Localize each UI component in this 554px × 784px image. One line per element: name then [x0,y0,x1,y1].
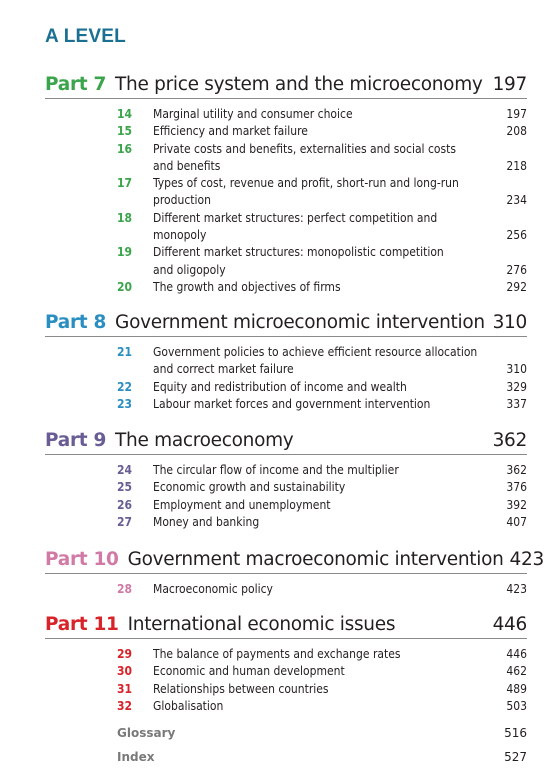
chapter-title: Economic and human development [153,664,345,679]
chapter-title: Different market structures: perfect competition and monopoly [153,210,438,243]
glossary-label: Glossary [117,726,176,740]
chapter-title: Marginal utility and consumer choice [153,107,353,121]
chapter-number: 24 [117,463,133,477]
chapter-number: 25 [117,480,133,495]
chapter-page: 337 [506,396,527,411]
chapter-number: 28 [117,582,133,596]
part-page: 423 [509,549,544,570]
chapter-row[interactable] [117,462,527,479]
chapter-list [45,462,527,531]
glossary-entry[interactable] [117,726,527,740]
chapter-number: 32 [117,698,133,713]
part-page: 446 [492,614,527,635]
chapter-page: 292 [506,279,527,294]
chapter-title: The growth and objectives of firms [153,279,341,294]
part-heading[interactable] [45,614,527,639]
chapter-page: 462 [506,664,527,679]
chapter-title: Labour market forces and government intervention [153,396,431,411]
part-title: Government microeconomic intervention [115,312,485,333]
part-title: The macroeconomy [115,430,294,451]
chapter-row[interactable] [117,396,527,413]
chapter-number: 30 [117,664,133,679]
part-title: The price system and the microeconomy [115,74,483,95]
chapter-page: 489 [506,681,527,696]
chapter-title: Equity and redistribution of income and wealth [153,379,407,394]
chapter-list [45,106,527,296]
chapter-page: 218 [506,158,527,173]
chapter-number: 31 [117,681,133,696]
chapter-row[interactable] [117,646,527,663]
chapter-row[interactable] [117,497,527,514]
part-8 [45,312,527,413]
part-9 [45,430,527,531]
chapter-page: 256 [506,228,527,243]
chapter-number: 17 [117,176,133,191]
part-title: International economic issues [127,614,396,635]
chapter-title: Relationships between countries [153,681,329,696]
chapter-number: 15 [117,124,133,139]
level-heading: A LEVEL [45,26,126,47]
chapter-title: The balance of payments and exchange rates [153,647,401,661]
chapter-row[interactable] [117,106,527,123]
part-11 [45,614,527,715]
chapter-row[interactable] [117,698,527,715]
chapter-title: Different market structures: monopolistic competition and oligopoly [153,245,444,277]
chapter-title: Employment and unemployment [153,497,331,512]
part-heading[interactable] [45,430,527,455]
chapter-number: 27 [117,514,133,529]
chapter-row[interactable] [117,479,527,496]
chapter-row[interactable] [117,514,527,531]
chapter-number: 23 [117,396,133,411]
chapter-title: Globalisation [153,698,224,713]
part-label: Part 10 [45,549,119,570]
chapter-page: 362 [506,463,527,477]
chapter-row[interactable] [117,581,527,598]
chapter-page: 197 [506,107,527,121]
chapter-page: 503 [506,698,527,713]
chapter-page: 276 [506,262,527,277]
part-label: Part 11 [45,614,119,635]
index-page: 527 [504,750,527,764]
chapter-page: 392 [506,497,527,512]
part-heading[interactable] [45,549,544,574]
index-entry[interactable] [117,750,527,764]
chapter-number: 22 [117,379,133,394]
part-page: 310 [492,312,527,333]
part-heading[interactable] [45,74,527,99]
chapter-title: Economic growth and sustainability [153,480,346,495]
chapter-number: 14 [117,107,133,121]
chapter-page: 376 [506,480,527,495]
chapter-row[interactable] [117,123,527,140]
chapter-row[interactable] [117,210,527,245]
part-label: Part 9 [45,430,107,451]
chapter-title: Money and banking [153,514,260,529]
chapter-page: 407 [506,514,527,529]
chapter-row[interactable] [117,141,527,176]
chapter-list [45,581,527,598]
chapter-row[interactable] [117,175,527,210]
chapter-page: 208 [506,124,527,139]
chapter-page: 310 [506,362,527,377]
chapter-title: Types of cost, revenue and profit, short-run and long-run production [153,176,459,208]
part-7 [45,74,527,296]
part-label: Part 8 [45,312,107,333]
part-page: 362 [492,430,527,451]
chapter-row[interactable] [117,379,527,396]
chapter-row[interactable] [117,344,527,379]
chapter-number: 21 [117,345,133,359]
chapter-row[interactable] [117,279,527,296]
index-label: Index [117,750,155,764]
part-10 [45,549,544,598]
chapter-row[interactable] [117,663,527,680]
chapter-number: 20 [117,279,133,294]
chapter-page: 234 [506,193,527,208]
chapter-list [45,344,527,413]
part-heading[interactable] [45,312,527,337]
chapter-title: Private costs and benefits, externalities and social costs and benefits [153,141,457,173]
part-label: Part 7 [45,74,107,95]
chapter-row[interactable] [117,244,527,279]
part-title: Government macroeconomic intervention [127,549,504,570]
chapter-title: Government policies to achieve efficient resource allocation and correct market failure [153,345,478,377]
chapter-page: 329 [506,379,527,394]
chapter-number: 29 [117,647,133,661]
glossary-page: 516 [504,726,527,740]
chapter-row[interactable] [117,681,527,698]
chapter-title: The circular flow of income and the multiplier [153,463,399,477]
chapter-number: 26 [117,497,133,512]
chapter-number: 19 [117,245,133,260]
chapter-list [45,646,527,715]
chapter-number: 16 [117,141,133,156]
chapter-title: Macroeconomic policy [153,582,273,596]
chapter-page: 423 [506,582,527,596]
part-page: 197 [492,74,527,95]
chapter-title: Efficiency and market failure [153,124,308,139]
chapter-page: 446 [506,647,527,661]
chapter-number: 18 [117,210,133,225]
